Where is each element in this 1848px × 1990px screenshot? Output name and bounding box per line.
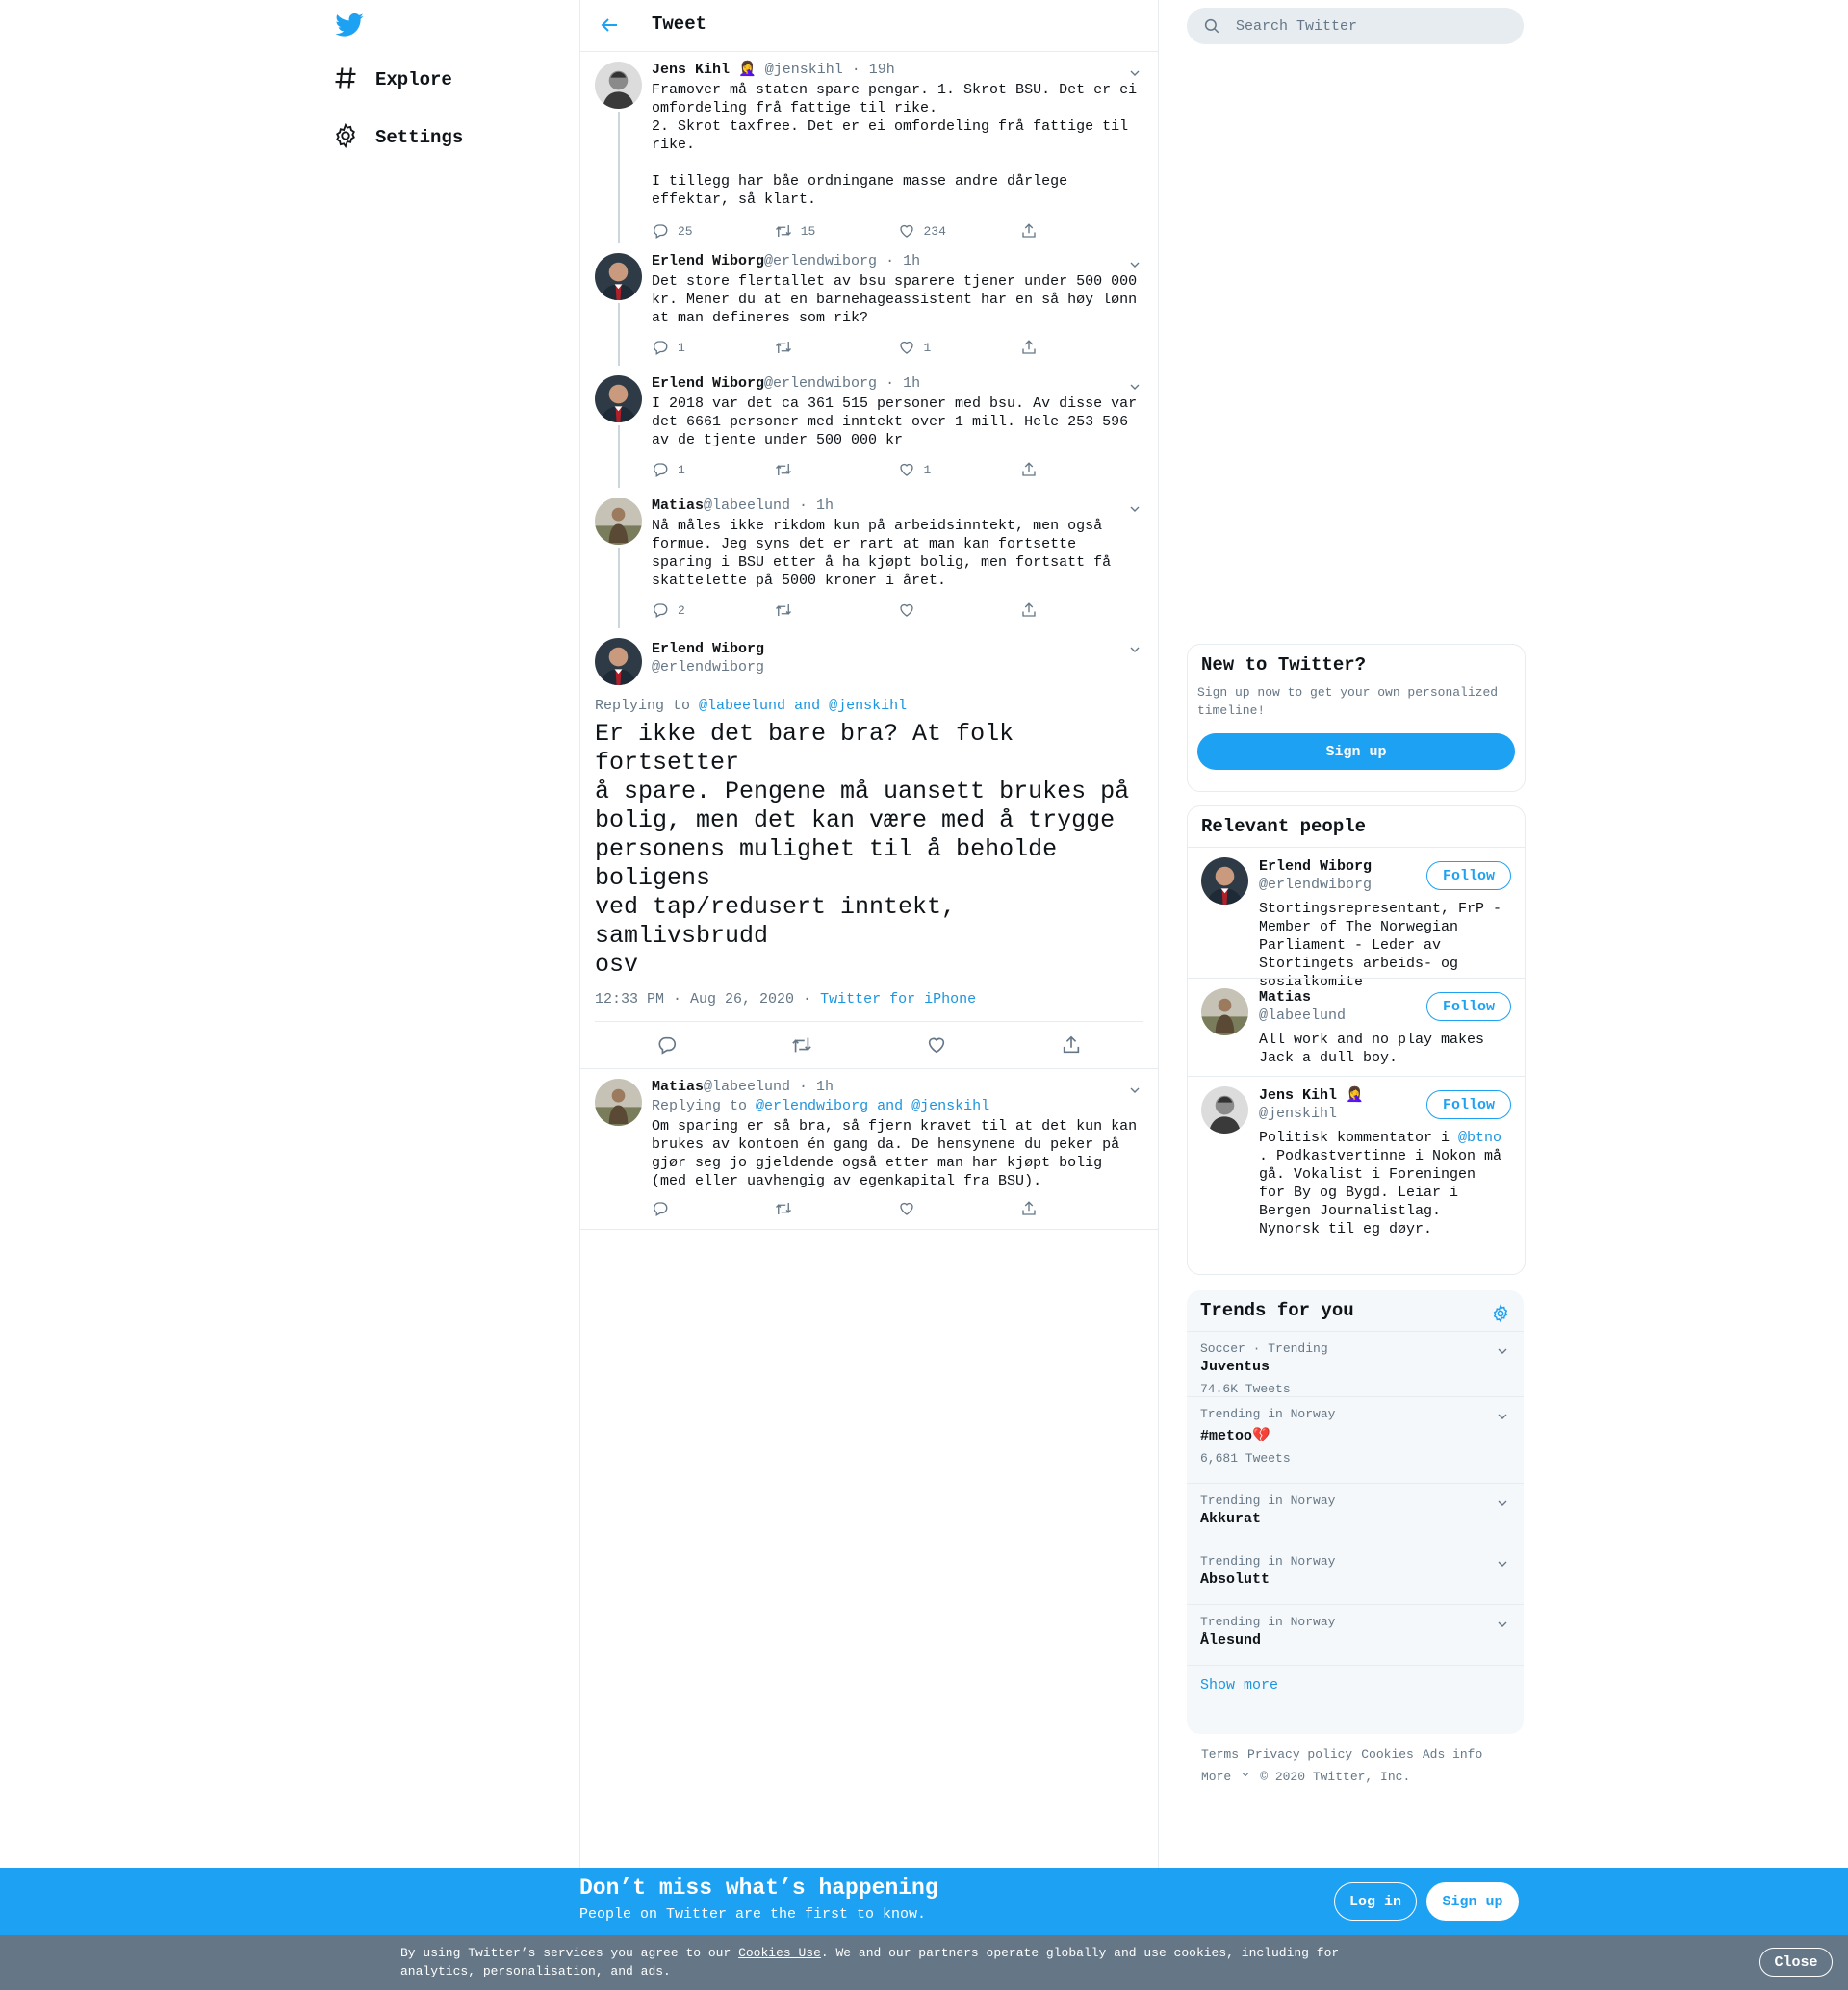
tweet-time[interactable]: 1h xyxy=(903,253,921,269)
signup-card-title: New to Twitter? xyxy=(1201,654,1367,676)
like-button[interactable] xyxy=(926,1034,947,1056)
retweet-button[interactable] xyxy=(775,222,898,240)
footer-link-ads[interactable]: Ads info xyxy=(1422,1748,1483,1762)
search-input[interactable] xyxy=(1234,17,1517,36)
twitter-bird-icon[interactable] xyxy=(334,10,365,40)
avatar[interactable] xyxy=(1201,988,1248,1035)
signup-card-description: Sign up now to get your own personalized timeline! xyxy=(1197,685,1499,718)
thread-tweet-2[interactable]: Erlend Wiborg@erlendwiborg · 1h Det store flertallet av bsu sparere tjener under 500 000 kr. Mener du at en barnehageassistent har en så høy lønn at man defineres som rik? 1 1 xyxy=(580,243,1158,366)
cookies-use-link[interactable]: Cookies Use xyxy=(738,1946,821,1960)
author-handle: @labeelund xyxy=(704,1079,791,1095)
cookie-close-button[interactable]: Close xyxy=(1759,1948,1833,1977)
footer xyxy=(1201,1744,1519,1788)
trend-name: Absolutt xyxy=(1200,1571,1270,1588)
chevron-down-icon[interactable] xyxy=(1127,65,1142,81)
author-name: Erlend Wiborg xyxy=(652,375,765,392)
chevron-down-icon[interactable] xyxy=(1127,501,1142,517)
person-emoji: 🤦‍♀️ xyxy=(1346,1087,1364,1104)
tweet-text: Om sparing er så bra, så fjern kravet til at det kun kan brukes av kontoen én gang da. De hensynene du peker på gjør seg jo gjeldende også etter man har kjøpt bolig (med eller uavhengig av egenkapital fra BSU). xyxy=(652,1118,1138,1189)
follow-button[interactable]: Follow xyxy=(1426,992,1511,1021)
person-bio: All work and no play makes Jack a dull boy. xyxy=(1259,1032,1485,1066)
person-name: Erlend Wiborg xyxy=(1259,858,1373,875)
reply-button[interactable] xyxy=(656,1034,678,1056)
author-name: Matias xyxy=(652,1079,705,1095)
author-handle: @erlendwiborg xyxy=(764,375,878,392)
footer-link-cookies[interactable]: Cookies xyxy=(1361,1748,1414,1762)
like-count: 1 xyxy=(923,340,932,355)
author-name: Matias xyxy=(652,498,705,514)
thread-tweet-1[interactable]: Jens Kihl 🤦‍♀️ @jenskihl · 19h Framover må staten spare pengar. 1. Skrot BSU. Det er ei omfordeling frå fattige til rike. 2. Skrot taxfree. Det er ei omfordeling frå fattige til rike. I tillegg har båe ordningane masse andre dårlege effektar, så klart. 25 15 234 xyxy=(580,52,1158,243)
nav-explore-label: Explore xyxy=(375,69,452,90)
avatar[interactable] xyxy=(595,375,642,422)
share-button[interactable] xyxy=(1020,601,1143,619)
avatar[interactable] xyxy=(595,253,642,300)
chevron-down-icon[interactable] xyxy=(1495,1409,1510,1424)
chevron-down-icon[interactable] xyxy=(1127,257,1142,272)
banner-signup-button[interactable]: Sign up xyxy=(1426,1882,1519,1921)
share-button[interactable] xyxy=(1020,461,1143,478)
avatar[interactable] xyxy=(595,1079,642,1126)
reply-count: 2 xyxy=(678,602,685,618)
footer-link-privacy[interactable]: Privacy policy xyxy=(1247,1748,1353,1762)
retweet-button[interactable] xyxy=(775,461,898,478)
signup-card xyxy=(1187,644,1526,792)
thread-tweet-4[interactable]: Matias@labeelund · 1h Nå måles ikke rikdom kun på arbeidsinntekt, men også formue. Jeg syns det er rart at man kan fortsette sparing i BSU etter å ha kjøpt bolig, men fortsatt få skattelette på 5000 kroner i året. 2 xyxy=(580,488,1158,628)
tweet-actions xyxy=(580,1022,1158,1069)
cookie-text: By using Twitter’s services you agree to our Cookies Use. We and our partners operate globally and use cookies, including for analytics, personalisation, and ads. xyxy=(400,1946,1340,1978)
thread-line xyxy=(618,548,620,628)
person-handle: @jenskihl xyxy=(1259,1106,1338,1122)
like-button[interactable] xyxy=(898,461,1021,478)
retweet-button[interactable] xyxy=(775,339,898,356)
person-name: Jens Kihl xyxy=(1259,1087,1338,1104)
chevron-down-icon[interactable] xyxy=(1127,379,1142,395)
trend-item[interactable] xyxy=(1187,1604,1524,1665)
main-column xyxy=(579,0,1159,1868)
chevron-down-icon[interactable] xyxy=(1495,1556,1510,1571)
chevron-down-icon[interactable] xyxy=(1495,1495,1510,1511)
trend-count: 6,681 Tweets xyxy=(1200,1451,1291,1466)
signup-banner xyxy=(0,1868,1848,1935)
nav-settings-label: Settings xyxy=(375,127,464,148)
banner-title: Don’t miss what’s happening xyxy=(579,1875,938,1901)
tweet-time[interactable]: 1h xyxy=(816,1079,834,1095)
like-count: 1 xyxy=(923,462,932,477)
share-button[interactable] xyxy=(1061,1034,1082,1056)
like-button[interactable] xyxy=(898,339,1021,356)
thread-line xyxy=(618,112,620,243)
trend-item[interactable] xyxy=(1187,1483,1524,1544)
footer-link-terms[interactable]: Terms xyxy=(1201,1748,1240,1762)
reply-tweet[interactable]: Matias@labeelund · 1h Replying to @erlendwiborg and @jenskihl Om sparing er så bra, så fjern kravet til at det kun kan brukes av kontoen én gang da. De hensynene du peker på gjør seg jo gjeldende også etter man har kjøpt bolig (med eller uavhengig av egenkapital fra BSU). xyxy=(580,1069,1158,1230)
show-more-link[interactable]: Show more xyxy=(1200,1677,1279,1694)
broken-heart-emoji: 💔 xyxy=(1252,1428,1270,1444)
author-name: Erlend Wiborg xyxy=(652,253,765,269)
reply-count: 1 xyxy=(678,340,685,355)
trend-name: Ålesund xyxy=(1200,1632,1262,1648)
author-name: Jens Kihl xyxy=(652,62,731,78)
follow-button[interactable]: Follow xyxy=(1426,1090,1511,1119)
tweet-time[interactable]: 1h xyxy=(903,375,921,392)
banner-subtitle: People on Twitter are the first to know. xyxy=(579,1906,927,1923)
avatar[interactable] xyxy=(1201,857,1248,905)
nav-explore[interactable] xyxy=(332,56,452,104)
avatar[interactable] xyxy=(1201,1086,1248,1134)
trends-card xyxy=(1187,1290,1524,1734)
trend-context: Trending in Norway xyxy=(1200,1407,1336,1421)
person-bio: Politisk kommentator i @btno . Podkastvertinne i Nokon må gå. Vokalist i Foreningen for By og Bygd. Leiar i Bergen Journalistlag. Nynorsk til eg døyr. xyxy=(1259,1130,1502,1237)
nav-settings[interactable] xyxy=(332,114,463,162)
tweet-text: Framover må staten spare pengar. 1. Skrot BSU. Det er ei omfordeling frå fattige til rike. 2. Skrot taxfree. Det er ei omfordeling frå fattige til rike. I tillegg har båe ordningane masse andre dårlege effektar, så klart. xyxy=(652,82,1138,208)
search-box[interactable] xyxy=(1187,8,1524,44)
reply-count: 1 xyxy=(678,462,685,477)
follow-button[interactable]: Follow xyxy=(1426,861,1511,890)
person-handle: @erlendwiborg xyxy=(1259,877,1373,893)
person-item[interactable] xyxy=(1188,1076,1525,1249)
tweet-source-link[interactable]: Twitter for iPhone xyxy=(820,991,977,1008)
tweet-text: Nå måles ikke rikdom kun på arbeidsinntekt, men også formue. Jeg syns det er rart at man kan fortsette sparing i BSU etter å ha kjøpt bolig, men fortsatt få skattelette på 5000 kroner i året. xyxy=(652,518,1112,589)
login-button[interactable]: Log in xyxy=(1334,1882,1417,1921)
reply-button[interactable] xyxy=(652,1200,775,1217)
thread-line xyxy=(618,303,620,366)
reply-button[interactable] xyxy=(652,339,775,356)
share-button[interactable] xyxy=(1020,1200,1143,1217)
retweet-button[interactable] xyxy=(791,1034,812,1056)
like-button[interactable] xyxy=(898,222,1021,240)
gear-icon xyxy=(332,122,359,154)
person-item[interactable] xyxy=(1188,847,1525,990)
hashtag-icon xyxy=(332,64,359,96)
person-item[interactable] xyxy=(1188,978,1525,1076)
share-button[interactable] xyxy=(1020,339,1143,356)
chevron-down-icon[interactable] xyxy=(1127,642,1142,657)
chevron-down-icon[interactable] xyxy=(1495,1617,1510,1632)
tweet-timestamp[interactable]: 12:33 PM · Aug 26, 2020 xyxy=(595,991,795,1008)
person-handle: @labeelund xyxy=(1259,1008,1347,1024)
author-handle: @erlendwiborg xyxy=(764,253,878,269)
trend-item[interactable] xyxy=(1187,1331,1524,1396)
page-title: Tweet xyxy=(652,13,707,35)
tweet-text: Er ikke det bare bra? At folk fortsetter å spare. Pengene må uansett brukes på bolig, men det kan være med å trygge personens mulighet til å beholde boligens ved tap/redusert inntekt, samlivsbrudd osv xyxy=(595,720,1130,979)
trend-item[interactable] xyxy=(1187,1396,1524,1483)
show-more-row xyxy=(1187,1665,1524,1702)
chevron-down-icon xyxy=(1240,1769,1251,1780)
bio-mention-link[interactable]: @btno xyxy=(1458,1130,1502,1146)
author-name[interactable]: Erlend Wiborg xyxy=(652,641,765,657)
avatar[interactable] xyxy=(595,638,642,685)
like-count: 234 xyxy=(923,223,946,239)
relevant-people-title: Relevant people xyxy=(1201,816,1367,837)
replying-prefix: Replying to xyxy=(652,1098,748,1114)
trend-name: #metoo xyxy=(1200,1428,1253,1444)
author-handle[interactable]: @erlendwiborg xyxy=(652,659,765,676)
gear-icon[interactable] xyxy=(1491,1304,1510,1323)
tweet-text: Det store flertallet av bsu sparere tjener under 500 000 kr. Mener du at en barnehageassistent har en så høy lønn at man defineres som rik? xyxy=(652,273,1138,326)
cookie-notice xyxy=(0,1935,1848,1990)
person-bio: Stortingsrepresentant, FrP - Member of The Norwegian Parliament - Leder av Stortingets arbeids- og sosialkomite xyxy=(1259,901,1502,990)
trend-context: Trending in Norway xyxy=(1200,1615,1336,1629)
trend-count: 74.6K Tweets xyxy=(1200,1382,1291,1396)
thread-tweet-3[interactable]: Erlend Wiborg@erlendwiborg · 1h I 2018 var det ca 361 515 personer med bsu. Av disse var det 6661 personer med inntekt over 1 mill. Hele 253 596 av de tjente under 500 000 kr 1 1 xyxy=(580,366,1158,488)
trend-name: Juventus xyxy=(1200,1359,1270,1375)
like-button[interactable] xyxy=(898,601,1021,619)
trend-item[interactable] xyxy=(1187,1544,1524,1604)
avatar[interactable] xyxy=(595,498,642,545)
avatar[interactable] xyxy=(595,62,642,109)
retweet-button[interactable] xyxy=(775,1200,898,1217)
search-icon xyxy=(1203,17,1220,35)
person-name: Matias xyxy=(1259,989,1312,1006)
replying-to-link[interactable]: @labeelund and @jenskihl xyxy=(699,698,908,714)
footer-more[interactable]: More xyxy=(1201,1770,1251,1784)
tweet-time[interactable]: 1h xyxy=(816,498,834,514)
reply-count: 25 xyxy=(678,223,693,239)
copyright: © 2020 Twitter, Inc. xyxy=(1260,1770,1411,1784)
trends-title: Trends for you xyxy=(1200,1300,1354,1321)
tweet-time[interactable]: 19h xyxy=(868,62,895,78)
retweet-button[interactable] xyxy=(775,601,898,619)
share-button[interactable] xyxy=(1020,222,1143,240)
trend-context: Trending in Norway xyxy=(1200,1554,1336,1569)
trend-name: Akkurat xyxy=(1200,1511,1262,1527)
trend-context: Soccer · Trending xyxy=(1200,1341,1328,1356)
signup-button[interactable]: Sign up xyxy=(1197,733,1515,770)
page-header xyxy=(580,0,1158,52)
tweet-text: I 2018 var det ca 361 515 personer med bsu. Av disse var det 6661 personer med inntekt over 1 mill. Hele 253 596 av de tjente under 500 000 kr xyxy=(652,395,1138,448)
reply-button[interactable] xyxy=(652,601,775,619)
focused-tweet xyxy=(580,628,1158,1069)
like-button[interactable] xyxy=(898,1200,1021,1217)
author-emoji: 🤦‍♀️ xyxy=(738,62,757,78)
author-handle: @labeelund xyxy=(704,498,791,514)
reply-button[interactable] xyxy=(652,461,775,478)
replying-to-link[interactable]: @erlendwiborg and @jenskihl xyxy=(756,1098,990,1114)
relevant-people-card xyxy=(1187,805,1526,1275)
replying-prefix: Replying to xyxy=(595,698,691,714)
chevron-down-icon[interactable] xyxy=(1127,1083,1142,1098)
trend-context: Trending in Norway xyxy=(1200,1493,1336,1508)
arrow-left-icon[interactable] xyxy=(598,13,621,37)
tweet-meta: 12:33 PM · Aug 26, 2020 · Twitter for iPhone xyxy=(595,991,1143,1022)
reply-button[interactable] xyxy=(652,222,775,240)
retweet-count: 15 xyxy=(800,223,816,239)
chevron-down-icon[interactable] xyxy=(1495,1343,1510,1359)
thread-line xyxy=(618,425,620,488)
author-handle: @jenskihl xyxy=(764,62,843,78)
